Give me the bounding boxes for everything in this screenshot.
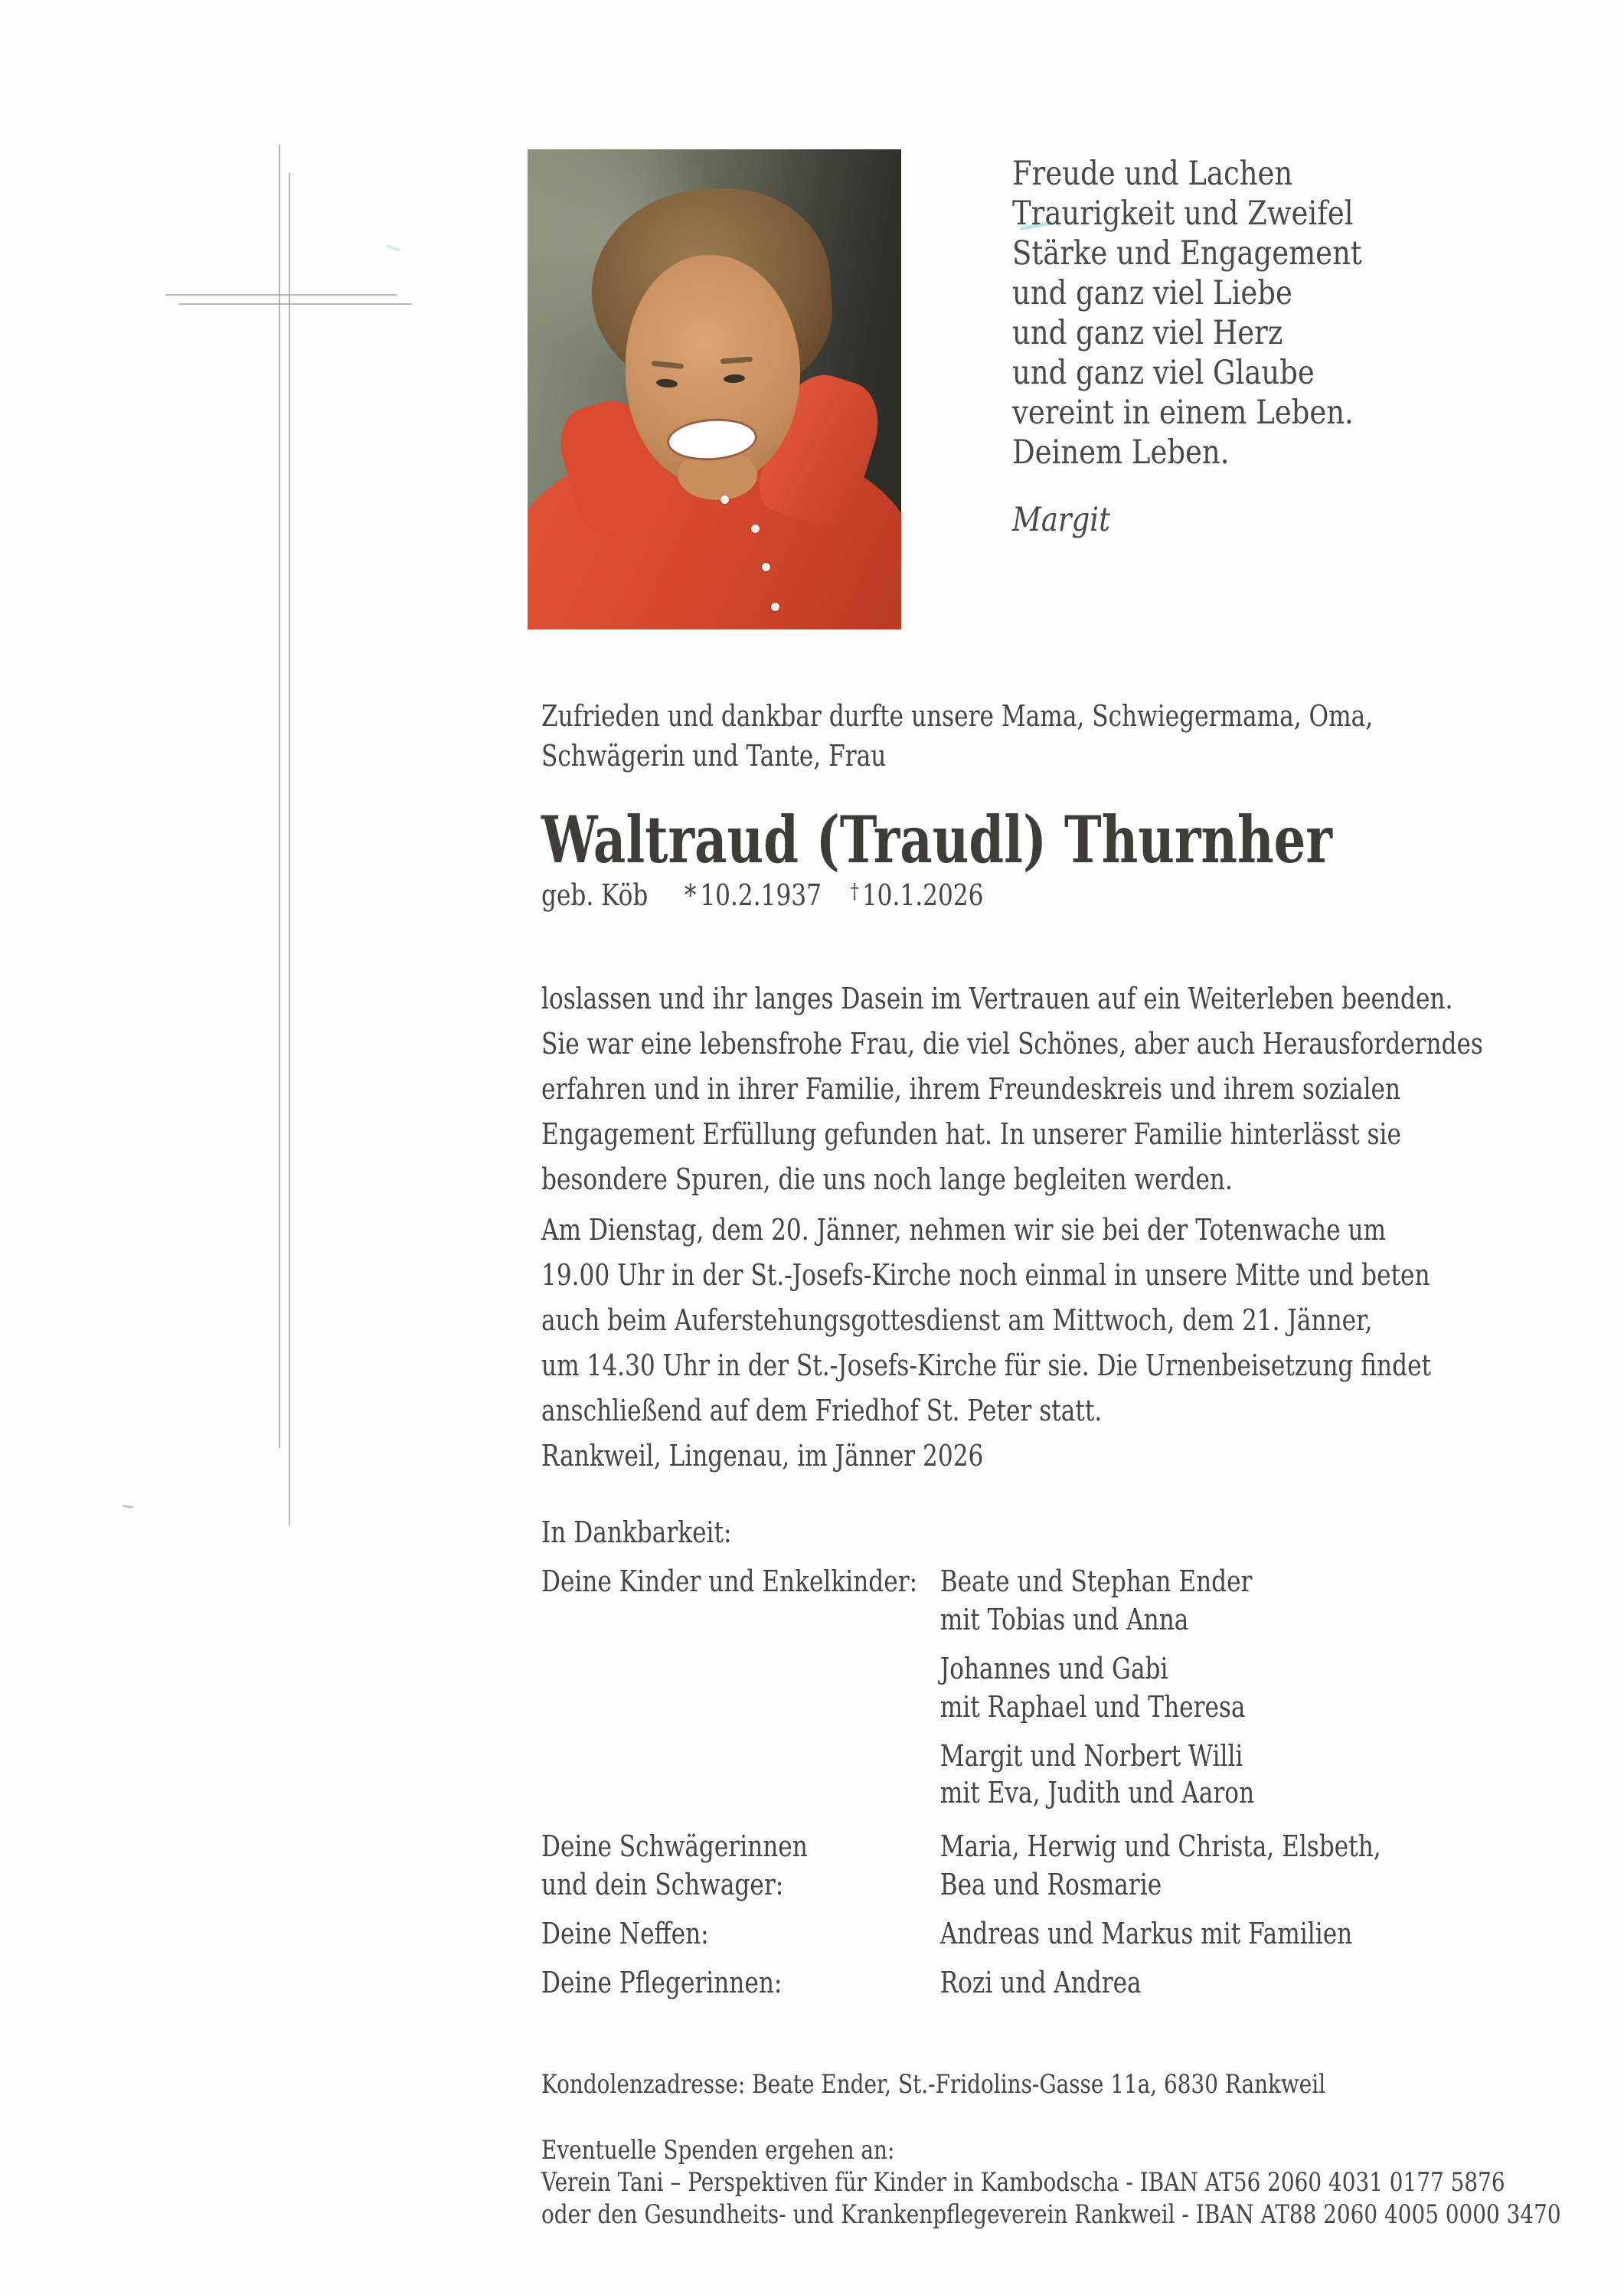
poem-line: und ganz viel Glaube [1012, 354, 1315, 392]
intro-line: Zufrieden und dankbar durfte unsere Mama, Schwiegermama, Oma, [541, 699, 1374, 733]
death-cross-icon: † [850, 880, 859, 904]
family-value: mit Raphael und Theresa [939, 1690, 1246, 1724]
poem-signature: Margit [1012, 501, 1110, 539]
poem-line: und ganz viel Herz [1012, 314, 1283, 352]
birth-date: 10.2.1937 [700, 878, 822, 912]
paragraph-line: Engagement Erfüllung gefunden hat. In unserer Familie hinterlässt sie [541, 1117, 1401, 1151]
paragraph-line: Am Dienstag, dem 20. Jänner, nehmen wir sie bei der Totenwache um [541, 1213, 1387, 1247]
family-value: Bea und Rosmarie [939, 1868, 1162, 1901]
family-row [541, 1968, 1609, 1997]
deceased-name: Waltraud (Traudl) Thurnher [541, 802, 1332, 878]
family-label: Deine Kinder und Enkelkinder: [541, 1564, 918, 1598]
poem-line: Stärke und Engagement [1012, 234, 1362, 273]
portrait-photo [528, 149, 901, 629]
intro-line: Schwägerin und Tante, Frau [541, 739, 887, 773]
cross-vertical-line-1 [279, 145, 280, 1448]
condolence-address: Kondolenzadresse: Beate Ender, St.-Fridolins-Gasse 11a, 6830 Rankweil [541, 2069, 1326, 2100]
birth-name: geb. Köb [541, 878, 649, 912]
family-value: Beate und Stephan Ender [939, 1564, 1253, 1598]
photo-jacket-button [751, 525, 760, 533]
photo-jacket-button [721, 495, 729, 504]
paragraph-line: erfahren und in ihrer Familie, ihrem Freundeskreis und ihrem sozialen [541, 1072, 1401, 1106]
family-label: Deine Pflegerinnen: [541, 1966, 783, 1999]
paragraph-line: besondere Spuren, die uns noch lange begleiten werden. [541, 1162, 1233, 1196]
intro-text [541, 696, 1373, 776]
family-label: Deine Schwägerinnen [541, 1829, 808, 1863]
poem [1012, 154, 1362, 540]
family-value: Margit und Norbert Willi [939, 1739, 1243, 1773]
obituary-paragraph-2 [541, 1208, 1431, 1434]
paragraph-line: um 14.30 Uhr in der St.-Josefs-Kirche für sie. Die Urnenbeisetzung findet [541, 1349, 1432, 1382]
scan-artifact-pencil-mark [123, 1505, 133, 1509]
obituary-paragraph-1 [541, 976, 1483, 1202]
cross-horizontal-line-1 [165, 294, 397, 296]
family-row [541, 1870, 1609, 1899]
paragraph-line: loslassen und ihr langes Dasein im Vertrauen auf ein Weiterleben beenden. [541, 982, 1453, 1015]
paragraph-line: auch beim Auferstehungsgottesdienst am Mittwoch, dem 21. Jänner, [541, 1303, 1373, 1337]
family-value: Johannes und Gabi [939, 1652, 1168, 1685]
family-value: mit Tobias und Anna [939, 1603, 1189, 1636]
photo-jacket-button [762, 563, 770, 571]
donation-line-1: Verein Tani – Perspektiven für Kinder in Kambodscha - IBAN AT56 2060 4031 0177 5876 [541, 2167, 1505, 2198]
gratitude-line: In Dankbarkeit: [541, 1515, 732, 1549]
place-date-line: Rankweil, Lingenau, im Jänner 2026 [541, 1439, 984, 1473]
birth-symbol: * [684, 878, 697, 912]
scan-artifact-pen-mark [387, 244, 400, 251]
paragraph-line: Sie war eine lebensfrohe Frau, die viel Schönes, aber auch Herausforderndes [541, 1027, 1483, 1061]
family-value: Andreas und Markus mit Familien [939, 1917, 1353, 1950]
death-date: 10.1.2026 [861, 878, 984, 912]
paragraph-line: 19.00 Uhr in der St.-Josefs-Kirche noch einmal in unsere Mitte und beten [541, 1258, 1430, 1292]
paragraph-line: anschließend auf dem Friedhof St. Peter statt. [541, 1394, 1103, 1427]
donation-line-2: oder den Gesundheits- und Krankenpflegeverein Rankweil - IBAN AT88 2060 4005 0000 3470 [541, 2199, 1561, 2230]
birth-death-line [541, 878, 984, 912]
family-label: und dein Schwager: [541, 1868, 784, 1901]
family-value: Rozi und Andrea [939, 1966, 1142, 1999]
cross-horizontal-line-2 [179, 303, 412, 305]
family-label: Deine Neffen: [541, 1917, 709, 1950]
family-row [541, 1829, 1609, 1863]
family-row [541, 1919, 1609, 1948]
donations-intro: Eventuelle Spenden ergehen an: [541, 2135, 895, 2166]
cross-vertical-line-2 [289, 173, 290, 1525]
family-value: mit Eva, Judith und Aaron [939, 1776, 1255, 1810]
photo-jacket-button [771, 603, 779, 611]
poem-line: und ganz viel Liebe [1012, 274, 1292, 312]
family-row [541, 1564, 1609, 1598]
family-value: Maria, Herwig und Christa, Elsbeth, [939, 1829, 1381, 1863]
poem-line: Traurigkeit und Zweifel [1012, 195, 1354, 233]
poem-line: Deinem Leben. [1012, 433, 1230, 472]
poem-line: Freude und Lachen [1012, 155, 1293, 193]
poem-line: vereint in einem Leben. [1012, 394, 1354, 432]
